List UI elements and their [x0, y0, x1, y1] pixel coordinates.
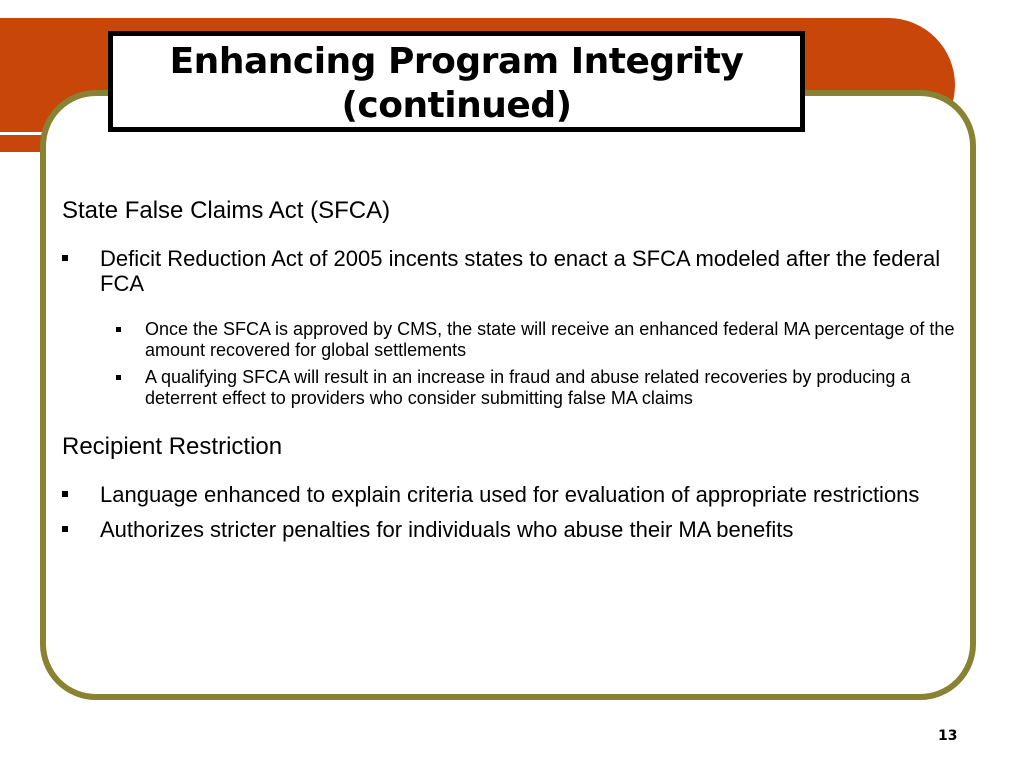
sub-bullet-item: [62, 367, 962, 409]
slide-title: [113, 40, 800, 128]
sub-bullet-icon: [116, 327, 121, 332]
section-heading-sfca: State False Claims Act (SFCA): [62, 197, 391, 224]
bullet-text: Deficit Reduction Act of 2005 incents states to enact a SFCA modeled after the federal FCA: [100, 246, 941, 296]
bullet-text: Language enhanced to explain criteria used for evaluation of appropriate restrictions: [100, 482, 920, 507]
sub-bullet-text: A qualifying SFCA will result in an increase in fraud and abuse related recoveries by producing a deterrent effect to providers who consider submitting false MA claims: [145, 367, 911, 408]
bullet-text: Authorizes stricter penalties for individuals who abuse their MA benefits: [100, 517, 794, 542]
sub-bullet-text: Once the SFCA is approved by CMS, the state will receive an enhanced federal MA percentage of the amount recovered for global settlements: [145, 319, 955, 360]
slide-title-line-2: (continued): [341, 85, 572, 126]
bullet-item: [62, 482, 962, 507]
bullet-item: [62, 246, 962, 296]
title-box: [108, 31, 805, 132]
bullet-icon: [62, 526, 68, 532]
sub-bullet-icon: [116, 375, 121, 380]
sub-bullet-item: [62, 319, 962, 361]
page-number: 13: [938, 728, 958, 744]
bullet-icon: [62, 255, 68, 261]
bullet-item: [62, 517, 962, 542]
slide-body: [62, 196, 962, 542]
section-heading-recipient: Recipient Restriction: [62, 433, 283, 460]
slide-title-line-1: Enhancing Program Integrity: [169, 41, 744, 82]
bullet-icon: [62, 491, 68, 497]
